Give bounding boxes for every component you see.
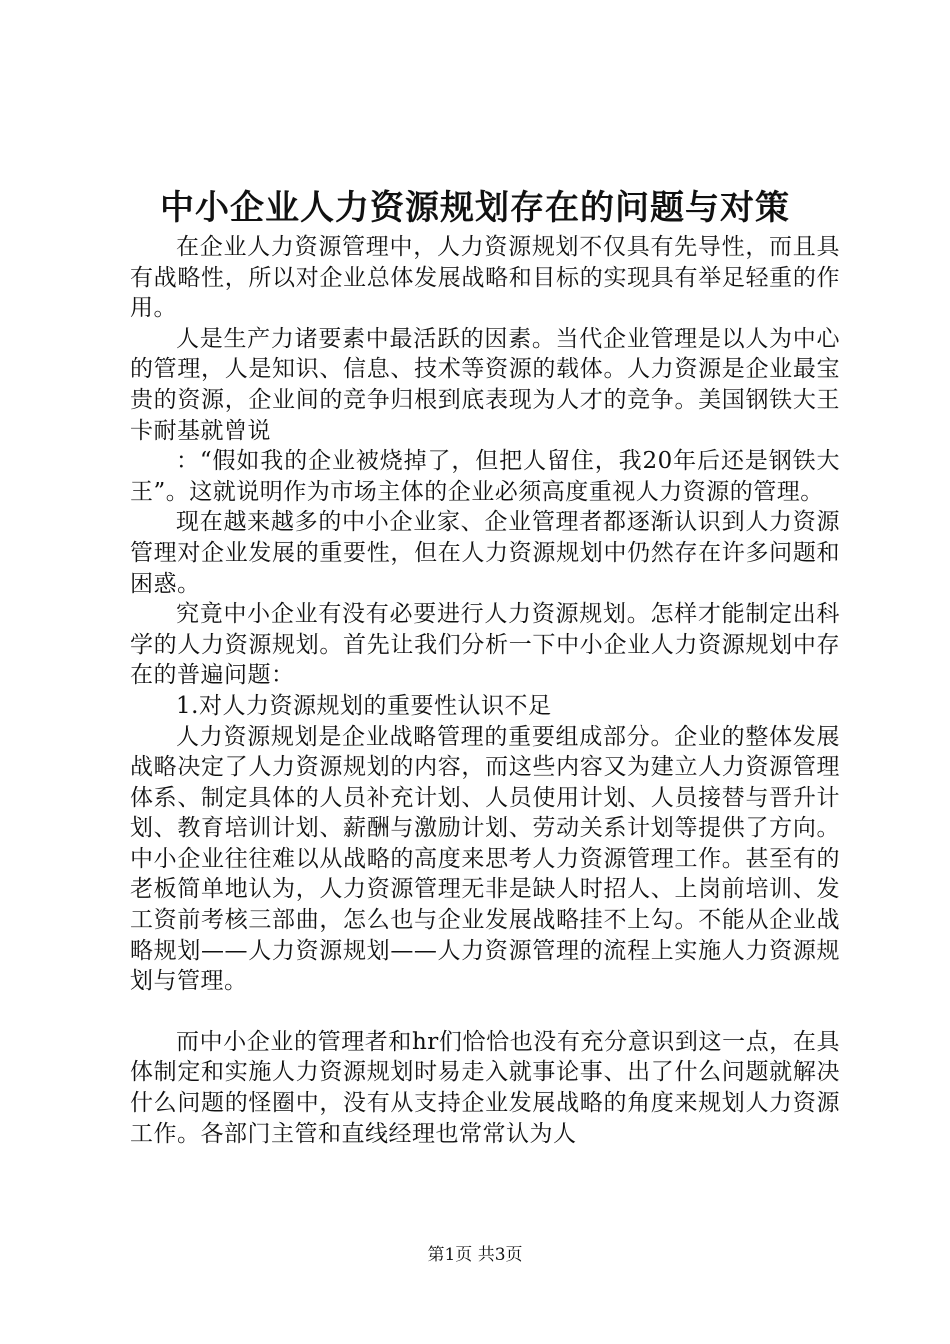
- section-heading-1: 1.对人力资源规划的重要性认识不足: [176, 692, 552, 719]
- paragraph-managers: 而中小企业的管理者和hr们恰恰也没有充分意识到这一点，在具体制定和实施人力资源规划时易走入就事论事、出了什么问题就解决什么问题的怪圈中，没有从支持企业发展战略的角度来规划人力资源工作。各部门主管和直线经理也常常认为人: [130, 1028, 840, 1147]
- document-title: 中小企业人力资源规划存在的问题与对策: [160, 188, 790, 228]
- paragraph-strategy: 人力资源规划是企业战略管理的重要组成部分。企业的整体发展战略决定了人力资源规划的内容，而这些内容又为建立人力资源管理体系、制定具体的人员补充计划、人员使用计划、人员接替与晋升计划、教育培训计划、薪酬与激励计划、劳动关系计划等提供了方向。中小企业往往难以从战略的高度来思考人力资源管理工作。甚至有的老板简单地认为，人力资源管理无非是缺人时招人、上岗前培训、发工资前考核三部曲，怎么也与企业发展战略挂不上勾。不能从企业战略规划——人力资源规划——人力资源管理的流程上实施人力资源规划与管理。: [130, 723, 840, 995]
- paragraph-question: 究竟中小企业有没有必要进行人力资源规划。怎样才能制定出科学的人力资源规划。首先让我们分析一下中小企业人力资源规划中存在的普遍问题：: [130, 601, 840, 689]
- paragraph-people: 人是生产力诸要素中最活跃的因素。当代企业管理是以人为中心的管理，人是知识、信息、技术等资源的载体。人力资源是企业最宝贵的资源，企业间的竞争归根到底表现为人才的竞争。美国钢铁大王卡耐基就曾说: [130, 325, 840, 444]
- paragraph-awareness: 现在越来越多的中小企业家、企业管理者都逐渐认识到人力资源管理对企业发展的重要性，但在人力资源规划中仍然存在许多问题和困惑。: [130, 509, 840, 597]
- paragraph-intro: 在企业人力资源管理中，人力资源规划不仅具有先导性，而且具有战略性，所以对企业总体发展战略和目标的实现具有举足轻重的作用。: [130, 234, 840, 322]
- paragraph-quote: ：“假如我的企业被烧掉了，但把人留住，我20年后还是钢铁大王”。这就说明作为市场主体的企业必须高度重视人力资源的管理。: [130, 448, 840, 505]
- document-body: [130, 232, 840, 1149]
- page-footer: 第1页 共3页: [427, 1245, 523, 1265]
